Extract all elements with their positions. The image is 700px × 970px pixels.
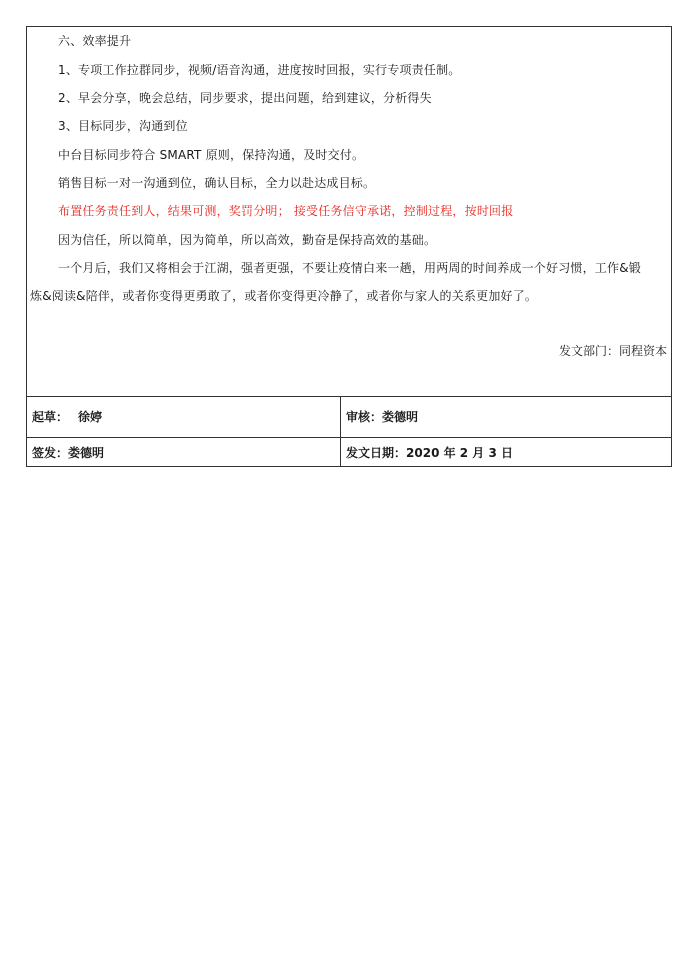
footer-row-2	[27, 438, 671, 466]
review-value: 娄德明	[382, 410, 419, 424]
draft-cell	[27, 396, 341, 437]
paragraph-1: 1、专项工作拉群同步，视频/语音沟通，进度按时回报，实行专项责任制。	[58, 63, 461, 77]
section-heading: 六、效率提升	[58, 34, 132, 48]
paragraph-5: 销售目标一对一沟通到位，确认目标，全力以赴达成目标。	[58, 176, 376, 190]
closing-paragraph-line-2: 炼&阅读&陪伴，或者你变得更勇敢了，或者你变得更冷静了，或者你与家人的关系更加好了。	[30, 289, 538, 303]
review-label: 审核：	[346, 410, 383, 424]
document-body	[27, 27, 671, 397]
review-cell	[341, 396, 671, 437]
date-cell	[341, 438, 671, 466]
date-value: 2020 年 2 月 3 日	[406, 445, 514, 460]
draft-label: 起草：	[32, 410, 69, 424]
paragraph-4: 中台目标同步符合 SMART 原则，保持沟通，及时交付。	[58, 148, 365, 162]
issuing-department: 发文部门：同程资本	[558, 344, 667, 358]
document-frame	[26, 26, 672, 467]
issue-label: 签发：	[32, 445, 69, 460]
issue-cell	[27, 438, 341, 466]
paragraph-7: 因为信任，所以简单，因为简单，所以高效，勤奋是保持高效的基础。	[58, 233, 437, 247]
paragraph-3: 3、目标同步，沟通到位	[58, 119, 188, 133]
paragraph-2: 2、早会分享，晚会总结，同步要求，提出问题，给到建议，分析得失	[58, 91, 432, 105]
issue-value: 娄德明	[68, 445, 105, 460]
date-label: 发文日期：	[346, 445, 407, 460]
draft-value: 徐婷	[78, 410, 103, 424]
footer-row-1	[27, 396, 671, 438]
paragraph-red-highlight: 布置任务责任到人，结果可测，奖罚分明； 接受任务信守承诺，控制过程，按时回报	[58, 204, 514, 218]
closing-paragraph-line-1: 一个月后，我们又将相会于江湖，强者更强，不要让疫情白来一趟，用两周的时间养成一个好习惯，工作&锻	[58, 261, 641, 275]
